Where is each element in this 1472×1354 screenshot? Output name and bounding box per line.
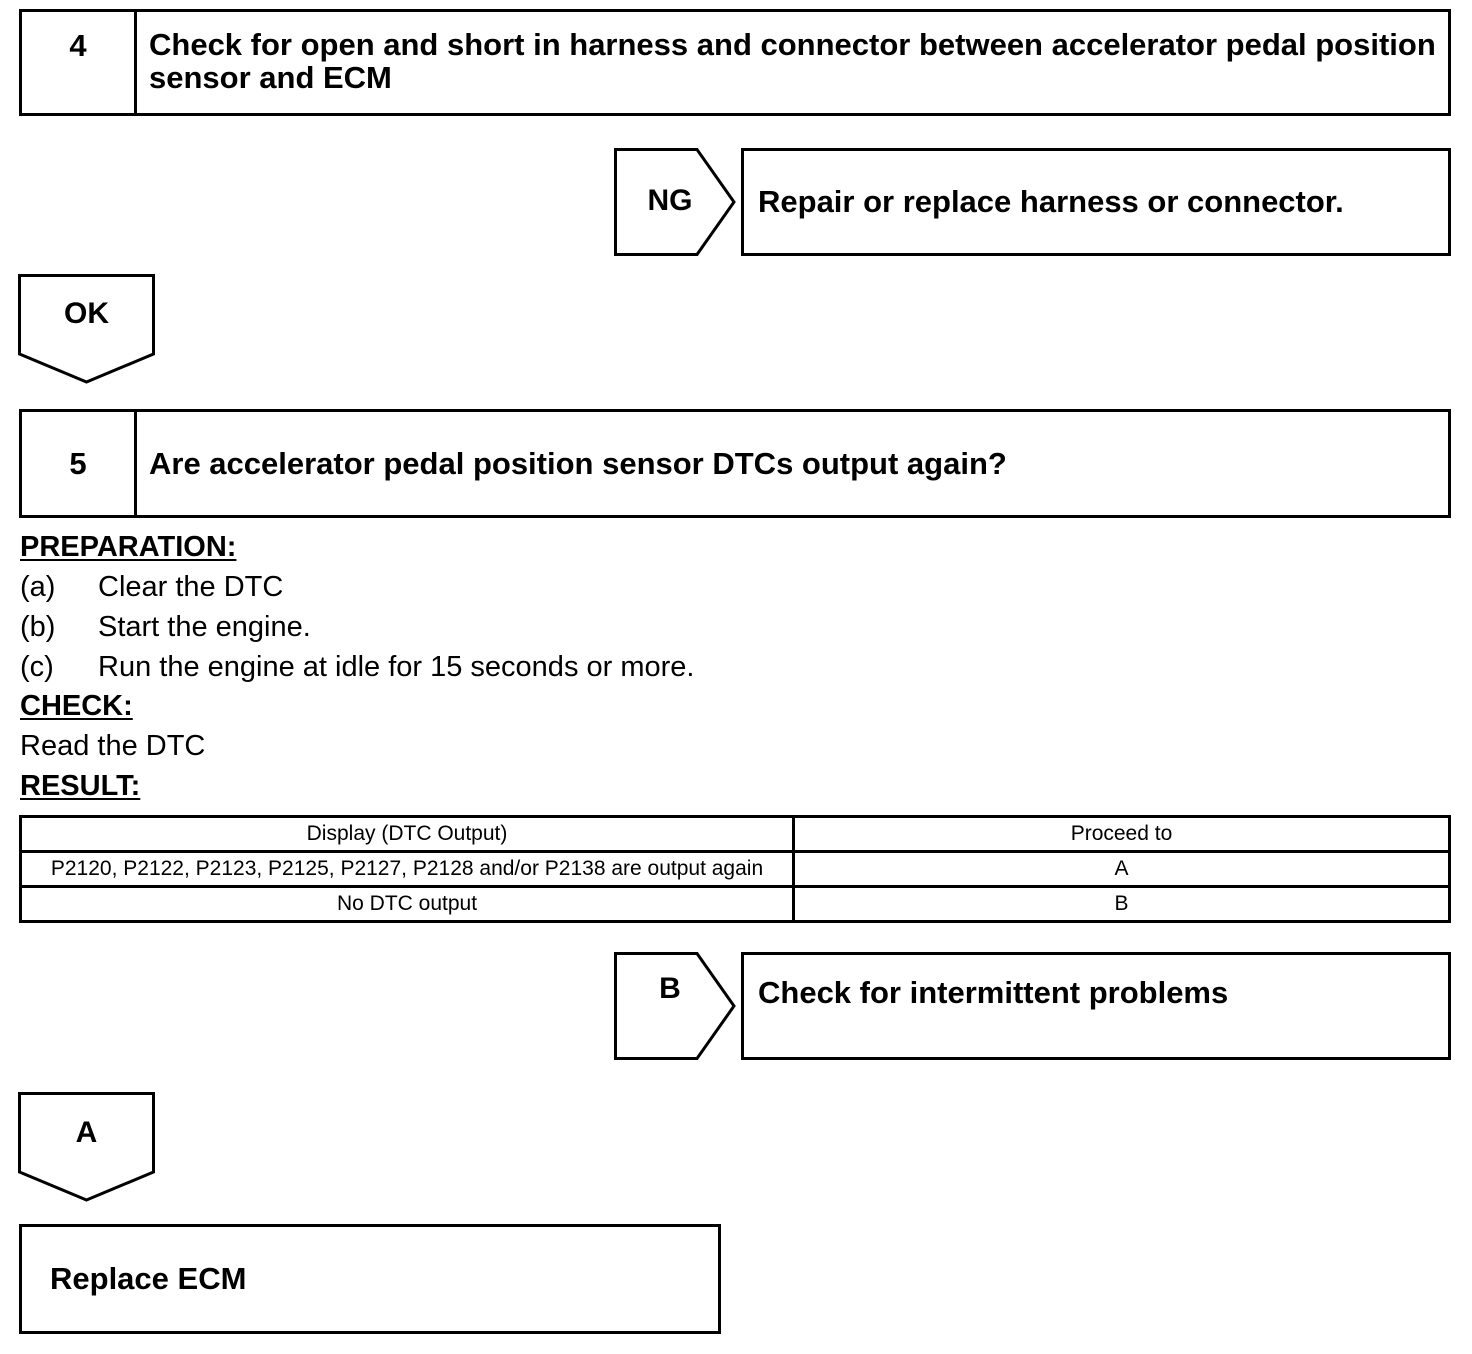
a-label: A [75, 1116, 98, 1149]
step-title: Check for open and short in harness and connector between accelerator pedal position sensor and ECM [149, 27, 1436, 95]
preparation-step [20, 651, 694, 684]
b-arrow-tag [614, 952, 738, 1060]
step-letter: (b) [20, 611, 56, 643]
column-header: Proceed to [794, 817, 1450, 852]
ng-action-box [741, 148, 1451, 256]
ng-action-text: Repair or replace harness or connector. [758, 184, 1344, 219]
b-action-box [741, 952, 1451, 1060]
result-table [19, 815, 1451, 923]
step-5-box [19, 409, 1451, 518]
b-label: B [659, 972, 681, 1005]
result-table-wrap [19, 815, 1451, 923]
step-title: Are accelerator pedal position sensor DTCs output again? [149, 446, 1007, 481]
a-action-box [19, 1224, 721, 1334]
table-cell: No DTC output [21, 887, 794, 922]
step-letter: (a) [20, 571, 56, 603]
table-row [21, 887, 1450, 922]
check-text: Read the DTC [20, 730, 206, 762]
step-text: Clear the DTC [98, 571, 284, 603]
result-heading: RESULT: [20, 770, 141, 802]
table-header-row [21, 817, 1450, 852]
a-action-text: Replace ECM [50, 1261, 247, 1296]
b-action-text: Check for intermittent problems [758, 975, 1229, 1010]
column-header: Display (DTC Output) [21, 817, 794, 852]
step-4-box [19, 9, 1451, 116]
preparation-step [20, 571, 283, 604]
ok-label: OK [64, 297, 109, 330]
step-number: 4 [22, 12, 137, 113]
step-number: 5 [22, 412, 137, 515]
table-cell: P2120, P2122, P2123, P2125, P2127, P2128 and/or P2138 are output again [21, 852, 794, 887]
ng-label: NG [647, 184, 693, 217]
step-text: Start the engine. [98, 611, 311, 643]
table-row [21, 852, 1450, 887]
table-cell: B [794, 887, 1450, 922]
step-letter: (c) [20, 651, 54, 683]
preparation-step [20, 611, 311, 644]
check-heading: CHECK: [20, 690, 133, 722]
preparation-heading: PREPARATION: [20, 531, 237, 563]
table-cell: A [794, 852, 1450, 887]
step-text: Run the engine at idle for 15 seconds or more. [98, 651, 695, 683]
